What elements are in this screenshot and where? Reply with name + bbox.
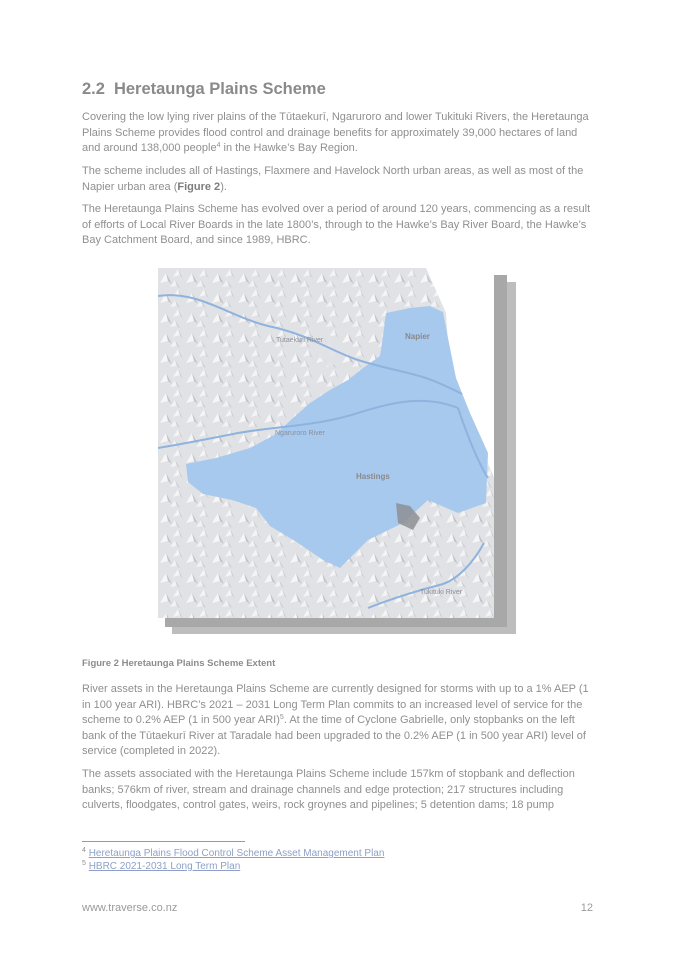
paragraph-history: The Heretaunga Plains Scheme has evolved over a period of around 120 years, commencing as a result of efforts of Local River Boards in the late 1800’s, through to the Hawke’s Bay River Board, the Hawke’s Bay Catchment Board, and since 1989, HBRC.	[82, 203, 591, 247]
ngaruroro-river-label: Ngaruroro River	[275, 430, 325, 437]
hastings-label: Hastings	[356, 472, 390, 481]
tutaekuri-river-label: Tutaekuri River	[276, 337, 324, 344]
footnote-ref-5[interactable]: 5	[279, 714, 284, 722]
paragraph-text: . At the time of Cyclone Gabrielle, only stopbanks on the left bank of the Tūtaekurī River at Taradale had been upgraded to the 0.2% AEP (1 in 500 year ARI) level of service (completed in 2022).	[82, 714, 586, 758]
paragraph-text: Covering the low lying river plains of the Tūtaekurī, Ngaruroro and lower Tukituki Rivers, the Heretaunga Plains Scheme provides flood control and drainage benefits for approximately 39,000 hectares of land and around 138,000 people	[82, 111, 589, 155]
footer-page-number: 12	[580, 902, 593, 914]
paragraph-urban-areas	[82, 164, 594, 195]
paragraph-text: ).	[220, 180, 227, 193]
paragraph-text: in the Hawke’s Bay Region.	[220, 142, 358, 155]
paragraph-text: River assets in the Heretaunga Plains Scheme are currently designed for storms with up to a 1% AEP (1 in 100 year ARI). HBRC’s 2021 – 2031 Long Term Plan commits to an increased level of service for the scheme to 0.2% AEP (1 in 500 year ARI)	[82, 683, 589, 727]
footnote-number: 5	[82, 860, 86, 867]
footnote-link-asset-plan[interactable]: Heretaunga Plains Flood Control Scheme Asset Management Plan	[88, 848, 385, 859]
scheme-extent-map	[158, 268, 494, 618]
section-title: Heretaunga Plains Scheme	[113, 80, 326, 98]
section-number: 2.2	[82, 80, 105, 98]
footnote-ref-4[interactable]: 4	[216, 142, 221, 150]
tukituki-river-label: Tukituki River	[420, 589, 463, 596]
figure-caption: Figure 2 Heretaunga Plains Scheme Extent	[82, 658, 276, 669]
map-svg	[158, 268, 494, 618]
paragraph-design-standard	[82, 682, 594, 760]
figure-reference: Figure 2	[177, 180, 221, 193]
scheme-extent-map-figure	[158, 268, 518, 636]
footnote-4	[82, 847, 384, 860]
paragraph-coverage	[82, 110, 594, 157]
footnote-divider	[82, 841, 245, 842]
footnote-number: 4	[82, 847, 86, 854]
footnote-5	[82, 860, 240, 873]
footnote-link-long-term-plan[interactable]: HBRC 2021-2031 Long Term Plan	[88, 861, 241, 872]
paragraph-text: The scheme includes all of Hastings, Flaxmere and Havelock North urban areas, as well as most of the Napier urban area (	[82, 165, 584, 193]
napier-label: Napier	[405, 332, 430, 341]
footer-website: www.traverse.co.nz	[82, 902, 178, 914]
section-heading	[82, 80, 326, 99]
paragraph-assets: The assets associated with the Heretaunga Plains Scheme include 157km of stopbank and deflection banks; 576km of river, stream and drainage channels and edge protection; 217 structures including culverts, floodgates, control gates, weirs, rock groynes and pipelines; 5 detention dams; 18 pump	[82, 768, 575, 812]
